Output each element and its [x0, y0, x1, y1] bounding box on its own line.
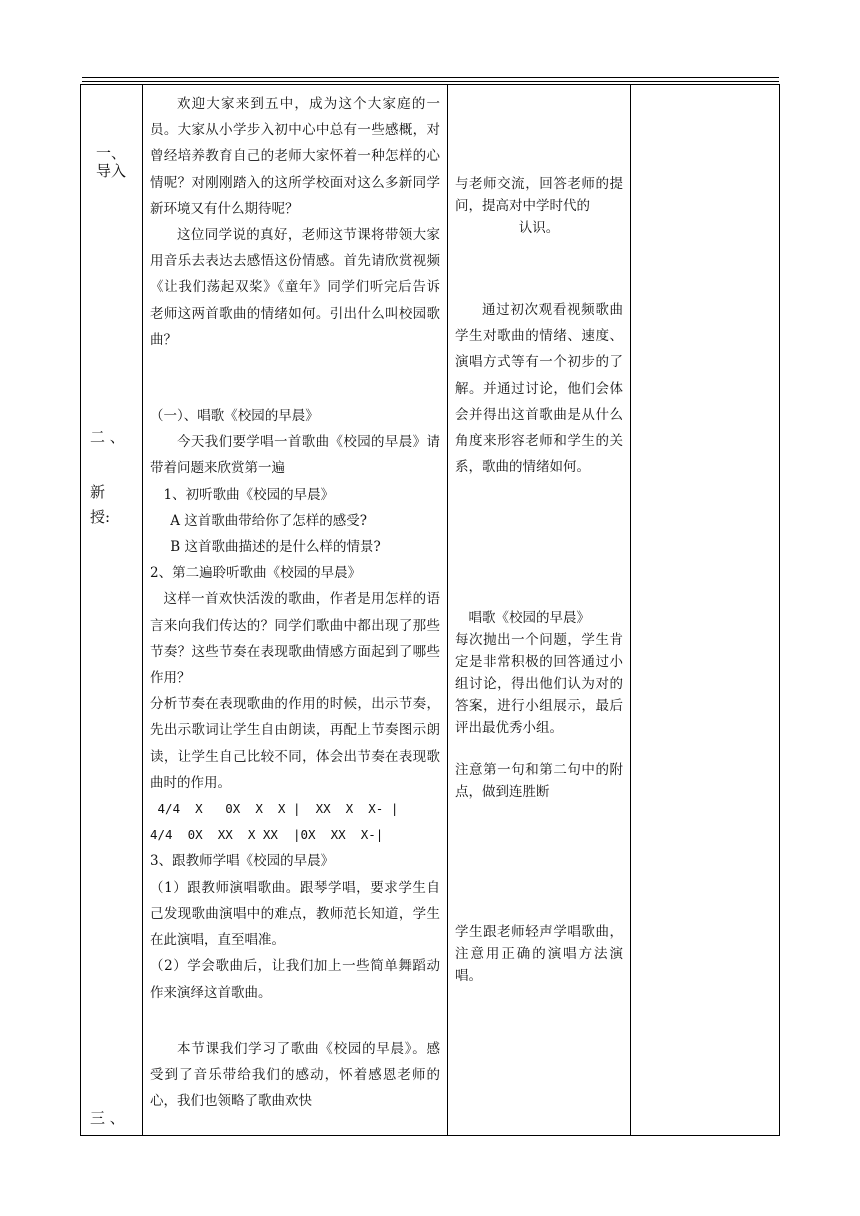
student-response-video [455, 297, 623, 480]
student-response-5: 注意第一句和第二句中的附点，做到连胜断 [455, 762, 623, 800]
header-rule-top [82, 77, 779, 78]
column-divider-3 [630, 84, 631, 1136]
student-response-sing [455, 921, 623, 987]
student-response-4: 每次抛出一个问题，学生肯定是非常积极的回答通过小组讨论，得出他们认为对的答案，进行小组展示，最后评出最优秀小组。 [455, 632, 623, 736]
student-response-2: 通过初次观看视频歌曲学生对歌曲的情绪、速度、演唱方式等有一个初步的了解。并通过讨论，他们会体会并得出这首歌曲是从什么角度来形容老师和学生的关系，歌曲的情绪如何。 [455, 302, 623, 476]
new-paragraph-5: （2）学会歌曲后，让我们加上一些简单舞蹈动作来演绎这首歌曲。 [150, 958, 440, 1001]
student-response-intro [455, 173, 623, 239]
new-paragraph-1: 今天我们要学唱一首歌曲《校园的早晨》请带着问题来欣赏第一遍 [150, 434, 440, 477]
stage-intro-number: 一、 [96, 144, 127, 162]
spacer [150, 353, 440, 403]
stage-new-name-1: 新 [90, 483, 106, 501]
summary-paragraph: 本节课我们学习了歌曲《校园的早晨》。感受到了音乐带给我们的感动，怀着感恩老师的心，我们也领略了歌曲欢快 [150, 1040, 440, 1110]
spacer [150, 1006, 440, 1036]
new-step-1: 1、初听歌曲《校园的早晨》 [163, 486, 335, 503]
new-paragraph-3: 分析节奏在表现歌曲的作用的时候，出示节奏，先出示歌词让学生自由朗读，再配上节奏图示朗读，让学生自己比较不同，体会出节奏在表现歌曲时的作用。 [150, 696, 440, 791]
rhythm-line-2: 4/4 0X XX X XX |0X XX X-| [150, 827, 384, 843]
student-response-1: 与老师交流，回答老师的提问，提高对中学时代的 [455, 176, 623, 214]
rhythm-line-1: 4/4 X 0X X X | XX X X- | [150, 801, 399, 817]
new-section-heading: （一）、唱歌《校园的早晨》 [150, 408, 319, 425]
new-step-2: 2、第二遍聆听歌曲《校园的早晨》 [150, 565, 362, 582]
student-response-song [455, 607, 623, 803]
stage-new-name-2: 授: [90, 508, 111, 526]
new-paragraph-4: （1）跟教师演唱歌曲。跟琴学唱，要求学生自己发现歌曲演唱中的难点，教师范长知道，学生在此演唱，直至唱准。 [150, 879, 440, 949]
teacher-activity-column [150, 91, 440, 1114]
spacer [455, 739, 623, 759]
new-step-3: 3、跟教师学唱《校园的早晨》 [150, 853, 335, 870]
intro-paragraph-2: 这位同学说的真好，老师这节课将带领大家用音乐去表达去感悟这份情感。首先请欣赏视频《让我们荡起双桨》《童年》同学们听完后告诉老师这两首歌曲的情绪如何。引出什么叫校园歌曲？ [150, 227, 440, 348]
stage-intro-name: 导入 [96, 162, 127, 180]
column-divider-2 [447, 84, 448, 1136]
student-response-1-end: 认识。 [518, 220, 560, 236]
stage-summary-number: 三 、 [90, 1109, 125, 1127]
student-response-6: 学生跟老师轻声学唱歌曲，注意用正确的演唱方法演唱。 [455, 924, 623, 984]
header-rule-bottom [82, 81, 779, 82]
student-response-3: 唱歌《校园的早晨》 [468, 610, 590, 626]
column-divider-1 [142, 84, 143, 1136]
new-paragraph-2: 这样一首欢快活泼的歌曲，作者是用怎样的语言来向我们传达的？同学们歌曲中都出现了那些节奏？这些节奏在表现歌曲情感方面起到了哪些作用？ [150, 591, 440, 687]
intro-paragraph-1: 欢迎大家来到五中，成为这个大家庭的一员。大家从小学步入初中心中总有一些感概，对曾经培养教育自己的老师大家怀着一种怎样的心情呢？对刚刚踏入的这所学校面对这么多新同学新环境又有什么期待呢？ [150, 96, 440, 217]
stage-new-number: 二 、 [90, 428, 125, 446]
question-a: A 这首歌曲带给你了怎样的感受? [170, 512, 368, 529]
question-b: B 这首歌曲描述的是什么样的情景? [170, 539, 381, 556]
